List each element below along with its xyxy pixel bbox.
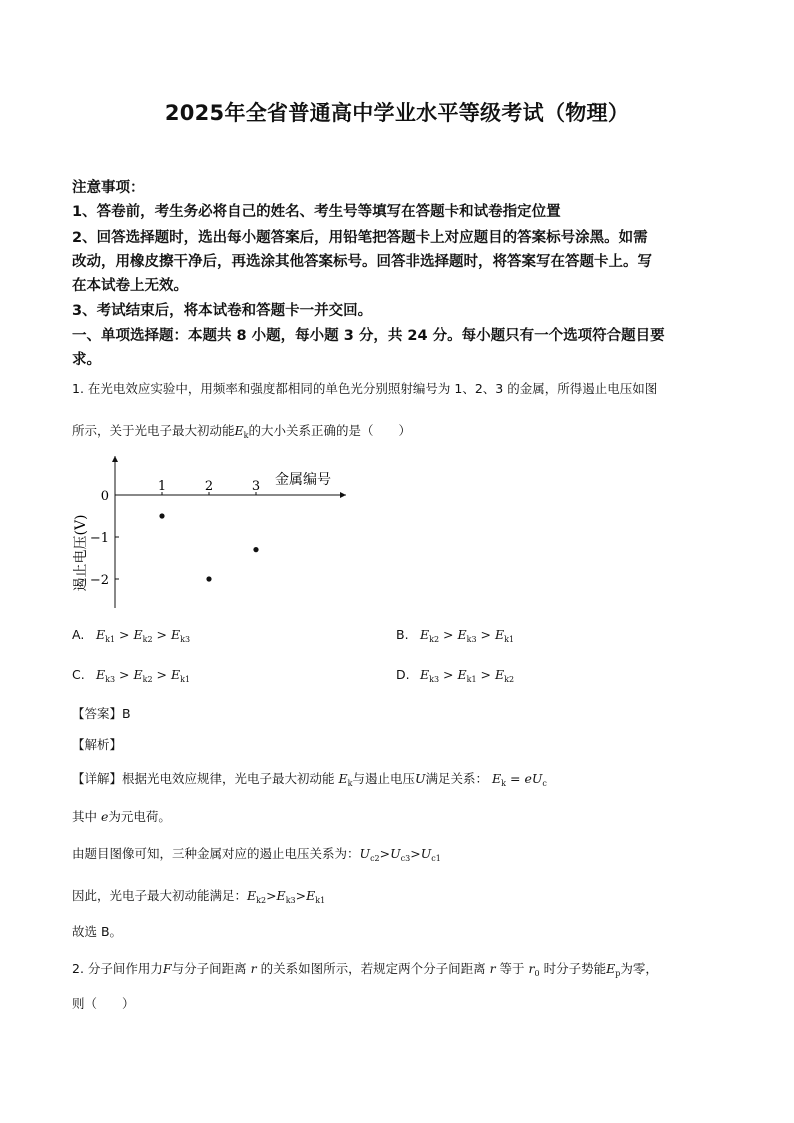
voltage-relation: $U_{c2}>U_{c3}>U_{c1}$ — [359, 846, 441, 863]
option-c-formula: $E_{k3} > E_{k2} > E_{k1}$ — [96, 667, 191, 684]
notice-item-1: 1、答卷前，考生务必将自己的姓名、考生号等填写在答题卡和试卷指定位置 — [72, 204, 561, 220]
q1-stem-text-b: 的大小关系正确的是（ ） — [248, 423, 412, 438]
q2-stem-line-1: 2. 分子间作用力F与分子间距离 r 的关系如图所示，若规定两个分子间距离 r 等于 $r_0$ 时分子势能$E_p$为零， — [72, 961, 658, 978]
q1-stem-line-1: 1. 在光电效应实验中，用频率和强度都相同的单色光分别照射编号为 1、2、3 的金属，所得遏止电压如图 — [72, 381, 658, 396]
option-a[interactable]: A. $E_{k1} > E_{k2} > E_{k3}$ — [72, 627, 191, 644]
page-title: 2025年全省普通高中学业水平等级考试（物理） — [164, 101, 630, 125]
notice-item-3: 3、考试结束后，将本试卷和答题卡一并交回。 — [72, 303, 373, 319]
notice-item-2-line-1: 2、回答选择题时，选出每小题答案后，用铅笔把答题卡上对应题目的答案标号涂黑。如需 — [72, 230, 648, 246]
notice-item-2-line-3: 在本试卷上无效。 — [72, 278, 188, 294]
detail-line-3: 由题目图像可知，三种金属对应的遏止电压关系为：$U_{c2}>U_{c3}>U_{c1}$ — [72, 846, 441, 863]
y-tick-label: −1 — [89, 531, 109, 546]
x-tick-label: 3 — [251, 479, 261, 494]
option-b[interactable]: B. $E_{k2} > E_{k3} > E_{k1}$ — [396, 627, 515, 644]
section-heading-line-2: 求。 — [72, 352, 101, 368]
q1-stem-text-a: 所示，关于光电子最大初动能 — [72, 423, 235, 438]
data-point — [159, 513, 164, 518]
q1-stem-line-2 — [72, 421, 411, 440]
option-b-formula: $E_{k2} > E_{k3} > E_{k1}$ — [420, 627, 515, 644]
y-tick-label: 0 — [100, 489, 109, 504]
option-d-formula: $E_{k3} > E_{k1} > E_{k2}$ — [420, 667, 515, 684]
option-d[interactable]: D. $E_{k3} > E_{k1} > E_{k2}$ — [396, 667, 515, 684]
y-axis-label: 遏止电压(V) — [73, 514, 89, 592]
option-c[interactable]: C. $E_{k3} > E_{k2} > E_{k1}$ — [72, 667, 191, 684]
data-point — [206, 576, 211, 581]
answer-line: 【答案】B — [72, 706, 131, 721]
x-axis-label: 金属编号 — [275, 472, 331, 488]
detail-line-4: 因此，光电子最大初动能满足：$E_{k2}>E_{k3}>E_{k1}$ — [72, 888, 326, 905]
notice-heading: 注意事项： — [72, 180, 145, 196]
x-tick-label: 1 — [157, 479, 167, 494]
x-tick-label: 2 — [204, 479, 214, 494]
ek-symbol: $E_k$ — [234, 423, 249, 440]
energy-relation: $E_{k2}>E_{k3}>E_{k1}$ — [247, 888, 326, 905]
section-heading-line-1: 一、单项选择题：本题共 8 小题，每小题 3 分，共 24 分。每小题只有一个选项符合题目要 — [72, 328, 665, 344]
detail-line-1: 【详解】根据光电效应规律，光电子最大初动能 $E_k$与遏止电压U满足关系： $E_k = eU_c$ — [72, 771, 547, 788]
equation-ek-eu: $E_k = eU_c$ — [492, 771, 547, 788]
y-tick-label: −2 — [89, 573, 109, 588]
detail-line-5: 故选 B。 — [72, 924, 123, 939]
stopping-voltage-chart — [70, 448, 360, 613]
notice-item-2-line-2: 改动，用橡皮擦干净后，再选涂其他答案标号。回答非选择题时，将答案写在答题卡上。写 — [72, 254, 652, 270]
q2-stem-line-2: 则（ ） — [72, 996, 135, 1011]
option-a-formula: $E_{k1} > E_{k2} > E_{k3}$ — [96, 627, 191, 644]
analysis-heading: 【解析】 — [72, 737, 123, 752]
detail-line-2: 其中 e为元电荷。 — [72, 809, 171, 824]
data-point — [253, 547, 258, 552]
